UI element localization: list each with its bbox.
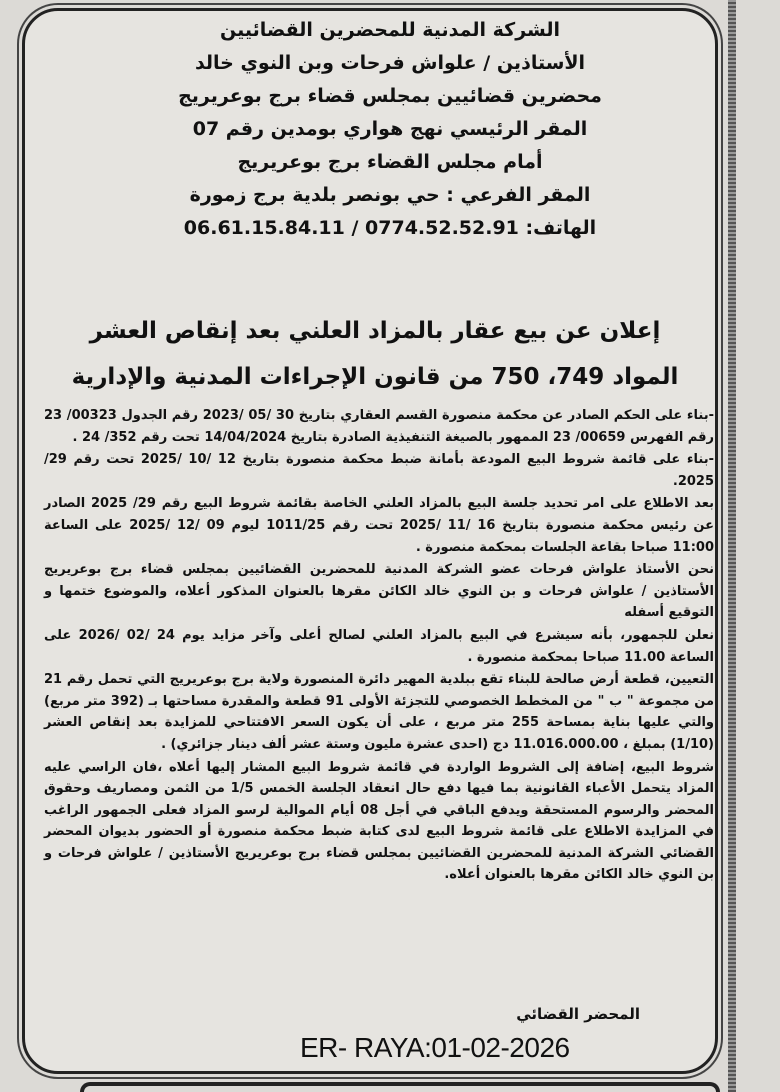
notice-headline [40,308,710,400]
paragraph: التعيين، قطعة أرض صالحة للبناء تقع ببلدية المهير دائرة المنصورة ولاية برج بوعريريج التي تحمل رقم 21 من مجموعة " ب " من المخطط الخصوصي للتجزئة الأولى 91 قطعة والمقدرة مساحتها بـ (392 متر مربع) والتي عليها بناية بمساحة 255 متر مربع ، على أن يكون السعر الافتتاحي للمزايدة بعد إنقاص العشر (1/10) بمبلغ ، 11.016.000.00 دج (احدى عشرة مليون وستة عشر ألف دينار جزائري) . [44,672,714,752]
bailiff-header [110,14,670,245]
header-line: محضرين قضائيين بمجلس قضاء برج بوعريريج [178,85,602,107]
header-line: المقر الفرعي : حي بونصر بلدية برج زمورة [189,184,591,206]
column-divider [728,0,736,1092]
publication-footer: ER- RAYA:01-02-2026 [300,1032,570,1063]
paragraph: بعد الاطلاع على امر تحديد جلسة البيع بالمزاد العلني الخاصة بقائمة شروط البيع رقم 29/ 2025 الصادر عن رئيس محكمة منصورة بتاريخ 16 /11 /2025 تحت رقم 1011/25 ليوم 09 /12 /2025 على الساعة 11:00 صباحا بقاعة الجلسات بمحكمة منصورة . [44,496,715,555]
header-line: المقر الرئيسي نهج هواري بومدين رقم 07 [192,118,588,140]
paragraph: -بناء على قائمة شروط البيع المودعة بأمانة ضبط محكمة منصورة بتاريخ 12 /10 /2025 تحت رقم 29/ 2025. [44,452,714,489]
paragraph: نعلن للجمهور، بأنه سيشرع في البيع بالمزاد العلني لصالح أعلى وآخر مزايد يوم 24 /02 /2026 على الساعة 11.00 صباحا بمحكمة منصورة . [44,627,715,665]
headline-subtitle: المواد 749، 750 من قانون الإجراءات المدنية والإدارية [71,364,679,390]
header-line: أمام مجلس القضاء برج بوعريريج [237,151,543,173]
paragraph: -بناء على الحكم الصادر عن محكمة منصورة القسم العقاري بتاريخ 30 /05 /2023 رقم الجدول 00323/ 23 رقم الفهرس 00659/ 23 الممهور بالصيغة التنفيذية الصادرة بتاريخ 14/04/2024 تحت رقم 352/ 24 . [44,408,715,445]
paragraph: شروط البيع، إضافة إلى الشروط الواردة في قائمة شروط البيع المشار إليها أعلاه ،فان الراسي عليه المزاد يتحمل الأعباء القانونية بما فيها دفع حال انعقاد الجلسة الخمس 1/5 من الثمن ومصاريف وحقوق المحضر والرسوم المستحقة ويدفع الباقي في أجل 08 أيام الموالية لرسو المزاد فعلى الجمهور الراغب في المزايدة الاطلاع على قائمة شروط البيع لدى كتابة ضبط محكمة منصورة أو الحضور بديوان المحضر القضائي الشركة المدنية للمحضرين القضائيين بمجلس قضاء برج بوعريريج الأستاذين / علواش فرحات و بن النوي خالد الكائن مقرها بالعنوان أعلاه. [44,759,714,883]
notice-body [44,405,714,887]
paragraph: نحن الأستاذ علواش فرحات عضو الشركة المدنية للمحضرين القضائيين بمجلس قضاء برج بوعريريج الأستاذين / علواش فرحات و بن النوي خالد الكائن مقرها بالعنوان المذكور أعلاه، والموضوع ختمها و التوقيع أسفله [44,562,714,621]
header-line: الشركة المدنية للمحضرين القضائيين [219,19,560,41]
header-phone: الهاتف: 0774.52.52.91 / 06.61.15.84.11 [183,217,597,239]
next-notice-frame [80,1082,720,1092]
headline-title: إعلان عن بيع عقار بالمزاد العلني بعد إنقاص العشر [89,318,661,344]
signature: المحضر القضائي [516,1005,640,1023]
header-line: الأستاذين / علواش فرحات وبن النوي خالد [194,52,586,74]
